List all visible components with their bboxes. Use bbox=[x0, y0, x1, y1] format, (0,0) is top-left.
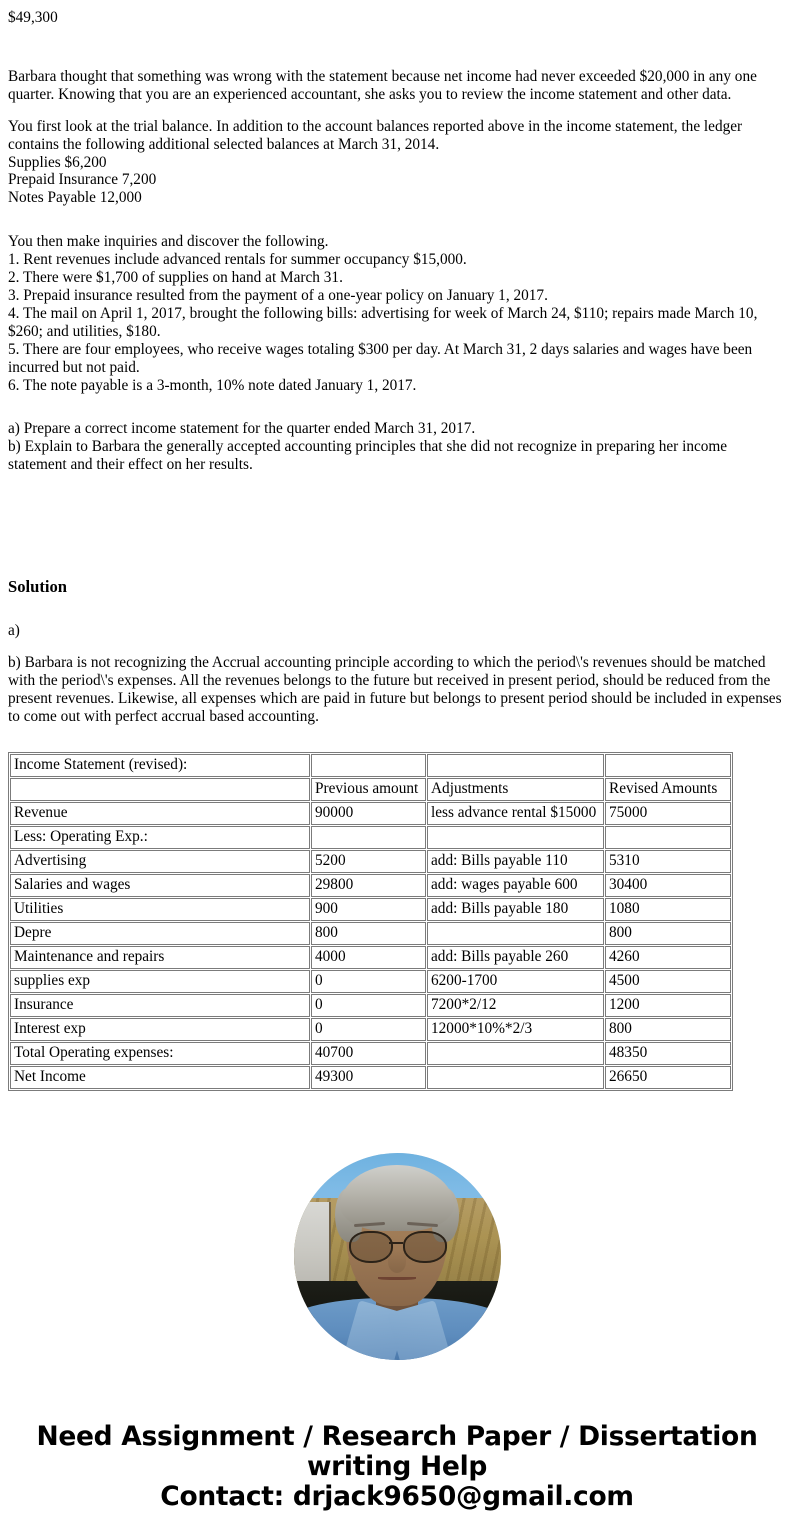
avatar-nose bbox=[388, 1250, 407, 1273]
table-header-adjustments: Adjustments bbox=[427, 778, 604, 801]
glasses-lens-left-icon bbox=[349, 1231, 392, 1263]
table-cell-adjustment bbox=[427, 754, 604, 777]
table-row bbox=[10, 946, 731, 969]
table-row bbox=[10, 754, 731, 777]
income-statement-table bbox=[8, 752, 733, 1091]
table-cell-label: Advertising bbox=[10, 850, 310, 873]
table-cell-adjustment bbox=[427, 826, 604, 849]
paragraph-barbara-intro: Barbara thought that something was wrong with the statement because net income had never exceeded $20,000 in any one quarter. Knowing that you are an experienced accountant, she asks you to review the income statement and other data. bbox=[8, 67, 757, 103]
table-cell-adjustment: add: Bills payable 110 bbox=[427, 850, 604, 873]
table-cell-previous: 0 bbox=[311, 994, 426, 1017]
table-cell-revised: 4500 bbox=[605, 970, 731, 993]
inquiry-item-1: 1. Rent revenues include advanced rentals for summer occupancy $15,000. bbox=[8, 251, 467, 269]
spacer bbox=[0, 1091, 794, 1153]
table-cell-revised bbox=[605, 754, 731, 777]
table-cell-revised: 800 bbox=[605, 922, 731, 945]
table-cell-label: supplies exp bbox=[10, 970, 310, 993]
answer-b-text: b) Barbara is not recognizing the Accrual accounting principle according to which the period\'s revenues should be matched with the period\'s expenses. All the revenues belongs to the future but received in present period, should be reduced from the present revenues. Likewise, all expenses which are paid in future but belongs to present period should be included in expenses to come out with perfect accrual based accounting. bbox=[8, 654, 782, 725]
table-header-label bbox=[10, 778, 310, 801]
table-cell-previous: 49300 bbox=[311, 1066, 426, 1089]
table-cell-label: Interest exp bbox=[10, 1018, 310, 1041]
answer-a-label: a) bbox=[8, 622, 20, 640]
table-cell-label: Maintenance and repairs bbox=[10, 946, 310, 969]
table-cell-previous: 900 bbox=[311, 898, 426, 921]
task-b: b) Explain to Barbara the generally accepted accounting principles that she did not recognize in preparing her income statement and their effect on her results. bbox=[8, 438, 728, 474]
spacer bbox=[0, 1360, 794, 1422]
table-cell-adjustment: add: Bills payable 180 bbox=[427, 898, 604, 921]
spacer bbox=[0, 596, 794, 622]
table-cell-label: Salaries and wages bbox=[10, 874, 310, 897]
avatar-container bbox=[0, 1153, 794, 1360]
table-cell-previous: 5200 bbox=[311, 850, 426, 873]
table-cell-adjustment: add: wages payable 600 bbox=[427, 874, 604, 897]
table-row bbox=[10, 970, 731, 993]
spacer bbox=[0, 207, 794, 233]
promo-contact-line: Contact: drjack9650@gmail.com bbox=[160, 1480, 634, 1512]
paragraph-trial-balance-intro: You first look at the trial balance. In addition to the account balances reported above in the income statement, the ledger contains the following additional selected balances at March 31, 2014. bbox=[8, 117, 743, 153]
spacer bbox=[0, 726, 794, 752]
inquiry-item-3: 3. Prepaid insurance resulted from the payment of a one-year policy on January 1, 2017. bbox=[8, 286, 548, 304]
balance-supplies: Supplies $6,200 bbox=[8, 153, 107, 171]
table-row bbox=[10, 802, 731, 825]
table-cell-revised: 1200 bbox=[605, 994, 731, 1017]
table-cell-label: Total Operating expenses: bbox=[10, 1042, 310, 1065]
table-row bbox=[10, 922, 731, 945]
table-cell-adjustment: less advance rental $15000 bbox=[427, 802, 604, 825]
table-cell-title: Income Statement (revised): bbox=[10, 754, 310, 777]
spacer bbox=[0, 104, 794, 118]
table-row bbox=[10, 994, 731, 1017]
income-statement-table-wrapper bbox=[0, 752, 794, 1091]
task-a: a) Prepare a correct income statement for the quarter ended March 31, 2017. bbox=[8, 420, 476, 438]
table-cell-previous: 40700 bbox=[311, 1042, 426, 1065]
table-row bbox=[10, 1042, 731, 1065]
promo-line-2: writing Help bbox=[306, 1450, 488, 1482]
table-row bbox=[10, 1066, 731, 1089]
table-cell-label: Less: Operating Exp.: bbox=[10, 826, 310, 849]
table-cell-label: Depre bbox=[10, 922, 310, 945]
table-cell-adjustment bbox=[427, 1066, 604, 1089]
table-cell-revised: 26650 bbox=[605, 1066, 731, 1089]
solution-heading: Solution bbox=[8, 577, 68, 597]
table-cell-revised: 30400 bbox=[605, 874, 731, 897]
balance-prepaid-insurance: Prepaid Insurance 7,200 bbox=[8, 171, 157, 189]
table-header-revised: Revised Amounts bbox=[605, 778, 731, 801]
inquiry-item-5: 5. There are four employees, who receive wages totaling $300 per day. At March 31, 2 days salaries and wages have been incurred but not paid. bbox=[8, 340, 753, 376]
table-cell-label: Utilities bbox=[10, 898, 310, 921]
table-cell-revised: 48350 bbox=[605, 1042, 731, 1065]
promo-block bbox=[0, 1422, 794, 1512]
spacer bbox=[0, 394, 794, 420]
table-header-previous: Previous amount bbox=[311, 778, 426, 801]
table-cell-label: Net Income bbox=[10, 1066, 310, 1089]
spacer bbox=[0, 536, 794, 577]
table-cell-adjustment bbox=[427, 1042, 604, 1065]
table-cell-revised: 75000 bbox=[605, 802, 731, 825]
table-row bbox=[10, 874, 731, 897]
glasses-bridge-icon bbox=[389, 1242, 403, 1244]
balance-notes-payable: Notes Payable 12,000 bbox=[8, 189, 142, 207]
table-cell-revised bbox=[605, 826, 731, 849]
inquiry-item-6: 6. The note payable is a 3-month, 10% note dated January 1, 2017. bbox=[8, 376, 417, 394]
table-cell-adjustment: 12000*10%*2/3 bbox=[427, 1018, 604, 1041]
inquiry-item-2: 2. There were $1,700 of supplies on hand at March 31. bbox=[8, 269, 343, 287]
table-cell-previous: 0 bbox=[311, 1018, 426, 1041]
table-cell-revised: 1080 bbox=[605, 898, 731, 921]
glasses-lens-right-icon bbox=[403, 1231, 446, 1263]
table-cell-adjustment: add: Bills payable 260 bbox=[427, 946, 604, 969]
table-cell-previous: 90000 bbox=[311, 802, 426, 825]
table-cell-revised: 5310 bbox=[605, 850, 731, 873]
table-row bbox=[10, 778, 731, 801]
table-cell-adjustment: 6200-1700 bbox=[427, 970, 604, 993]
table-cell-previous: 29800 bbox=[311, 874, 426, 897]
table-cell-previous: 0 bbox=[311, 970, 426, 993]
table-row bbox=[10, 898, 731, 921]
spacer bbox=[0, 474, 794, 536]
table-cell-label: Insurance bbox=[10, 994, 310, 1017]
income-statement-table-body bbox=[10, 754, 731, 1089]
table-cell-previous bbox=[311, 754, 426, 777]
spacer bbox=[0, 640, 794, 654]
net-income-value: $49,300 bbox=[8, 9, 58, 26]
paragraph-inquiries-intro: You then make inquiries and discover the following. bbox=[8, 233, 329, 251]
table-cell-previous bbox=[311, 826, 426, 849]
table-cell-revised: 4260 bbox=[605, 946, 731, 969]
table-cell-revised: 800 bbox=[605, 1018, 731, 1041]
avatar bbox=[294, 1153, 501, 1360]
promo-line-1: Need Assignment / Research Paper / Dissertation bbox=[36, 1420, 758, 1452]
table-cell-adjustment bbox=[427, 922, 604, 945]
table-cell-previous: 800 bbox=[311, 922, 426, 945]
table-cell-adjustment: 7200*2/12 bbox=[427, 994, 604, 1017]
table-row bbox=[10, 826, 731, 849]
spacer bbox=[0, 27, 794, 68]
table-row bbox=[10, 850, 731, 873]
table-cell-label: Revenue bbox=[10, 802, 310, 825]
table-row bbox=[10, 1018, 731, 1041]
table-cell-previous: 4000 bbox=[311, 946, 426, 969]
inquiry-item-4: 4. The mail on April 1, 2017, brought the following bills: advertising for week of March 24, $110; repairs made March 10, $260; and utilities, $180. bbox=[8, 304, 758, 340]
